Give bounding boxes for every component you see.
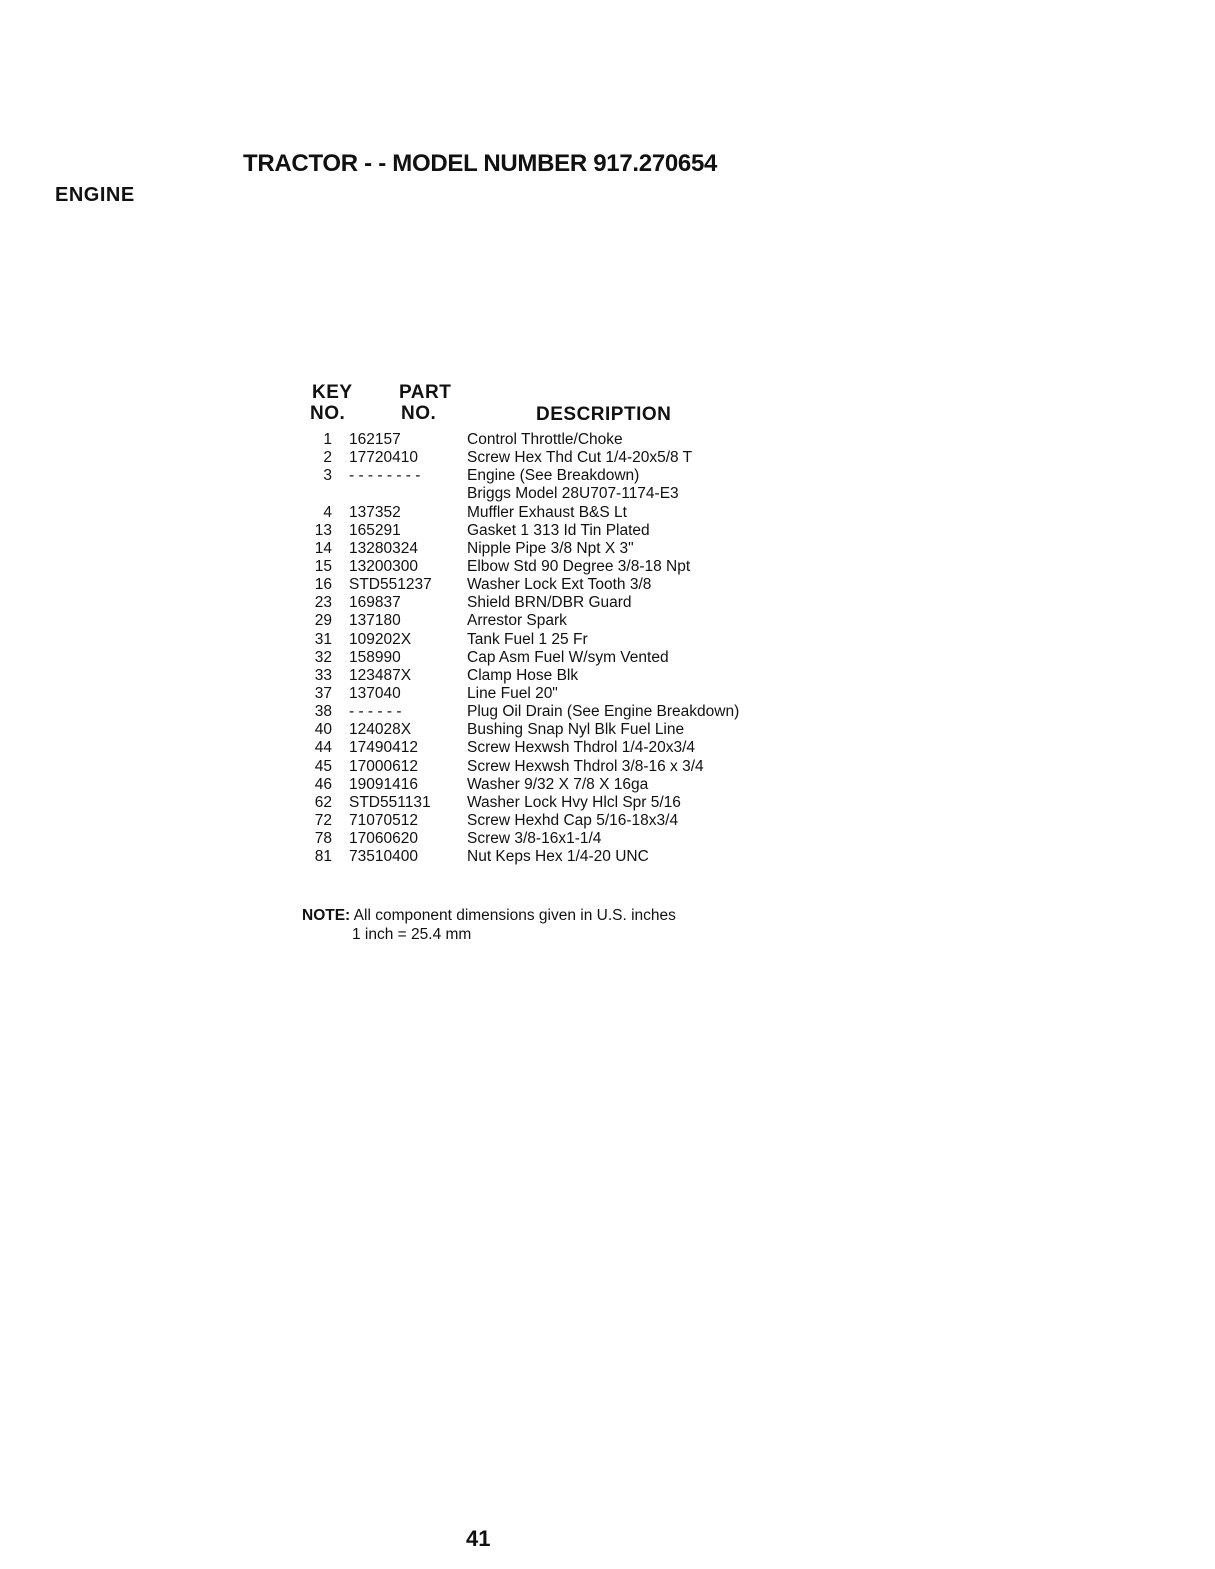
table-row bbox=[300, 667, 820, 685]
key-no-cell: 16 bbox=[314, 576, 332, 594]
part-no-cell: 17000612 bbox=[349, 757, 418, 775]
parts-table bbox=[300, 431, 820, 866]
table-row bbox=[300, 812, 820, 830]
part-no-cell: 137180 bbox=[349, 612, 401, 630]
description-cell: Washer 9/32 X 7/8 X 16ga bbox=[467, 775, 649, 793]
key-no-cell: 81 bbox=[314, 848, 332, 866]
description-cell: Screw 3/8-16x1-1/4 bbox=[467, 830, 602, 848]
header-key-line1: KEY bbox=[312, 382, 353, 403]
key-no-cell: 4 bbox=[323, 503, 332, 521]
table-row bbox=[300, 631, 820, 649]
key-no-cell: 45 bbox=[314, 757, 332, 775]
table-row bbox=[300, 685, 820, 703]
table-row bbox=[300, 485, 820, 503]
key-no-cell: 1 bbox=[323, 431, 332, 448]
part-no-cell: STD551237 bbox=[349, 576, 432, 594]
description-cell: Gasket 1 313 Id Tin Plated bbox=[467, 521, 650, 539]
table-row bbox=[300, 449, 820, 467]
description-cell: Nut Keps Hex 1/4-20 UNC bbox=[467, 848, 649, 866]
table-row bbox=[300, 794, 820, 812]
description-cell: Engine (See Breakdown) bbox=[467, 467, 640, 485]
table-row bbox=[300, 540, 820, 558]
part-no-cell: 71070512 bbox=[349, 811, 418, 829]
part-no-cell: 162157 bbox=[349, 431, 401, 448]
description-cell: Nipple Pipe 3/8 Npt X 3" bbox=[467, 539, 634, 557]
description-cell: Briggs Model 28U707-1174-E3 bbox=[467, 485, 679, 503]
key-no-cell: 78 bbox=[314, 830, 332, 848]
description-cell: Elbow Std 90 Degree 3/8-18 Npt bbox=[467, 557, 691, 575]
part-no-cell: STD551131 bbox=[349, 793, 431, 811]
description-cell: Arrestor Spark bbox=[467, 612, 567, 630]
part-no-cell: 73510400 bbox=[349, 848, 418, 866]
part-no-cell: 158990 bbox=[349, 648, 401, 666]
description-cell: Screw Hexwsh Thdrol 1/4-20x3/4 bbox=[467, 739, 696, 757]
part-no-cell: - - - - - - - - bbox=[349, 467, 421, 485]
key-no-cell: 31 bbox=[314, 630, 332, 648]
table-row bbox=[300, 848, 820, 866]
part-no-cell: 17060620 bbox=[349, 830, 418, 848]
key-no-cell: 40 bbox=[314, 721, 332, 739]
note-line2: 1 inch = 25.4 mm bbox=[352, 926, 472, 943]
header-key-line2: NO. bbox=[310, 403, 346, 424]
key-no-cell: 38 bbox=[314, 703, 332, 721]
table-row bbox=[300, 649, 820, 667]
description-cell: Washer Lock Ext Tooth 3/8 bbox=[467, 576, 652, 594]
description-cell: Cap Asm Fuel W/sym Vented bbox=[467, 648, 669, 666]
key-no-cell: 33 bbox=[314, 666, 332, 684]
description-cell: Plug Oil Drain (See Engine Breakdown) bbox=[467, 703, 740, 721]
table-row bbox=[300, 594, 820, 612]
description-cell: Shield BRN/DBR Guard bbox=[467, 594, 632, 612]
key-no-cell: 46 bbox=[314, 775, 332, 793]
description-cell: Screw Hexhd Cap 5/16-18x3/4 bbox=[467, 811, 679, 829]
key-no-cell: 3 bbox=[323, 467, 332, 485]
part-no-cell: - - - - - - bbox=[349, 703, 402, 721]
table-row bbox=[300, 776, 820, 794]
key-no-cell: 23 bbox=[314, 594, 332, 612]
part-no-cell: 137352 bbox=[349, 503, 401, 521]
note bbox=[302, 906, 676, 944]
part-no-cell: 17490412 bbox=[349, 739, 418, 757]
table-row bbox=[300, 522, 820, 540]
key-no-cell: 72 bbox=[314, 811, 332, 829]
part-no-cell: 19091416 bbox=[349, 775, 418, 793]
note-label: NOTE: bbox=[302, 907, 351, 924]
description-cell: Bushing Snap Nyl Blk Fuel Line bbox=[467, 721, 685, 739]
note-text: All component dimensions given in U.S. inches bbox=[353, 907, 676, 924]
header-description: DESCRIPTION bbox=[536, 404, 672, 425]
table-row bbox=[300, 739, 820, 757]
header-part-line1: PART bbox=[399, 382, 452, 403]
table-row bbox=[300, 721, 820, 739]
part-no-cell: 137040 bbox=[349, 684, 401, 702]
description-cell: Line Fuel 20" bbox=[467, 684, 558, 702]
description-cell: Tank Fuel 1 25 Fr bbox=[467, 630, 588, 648]
description-cell: Washer Lock Hvy Hlcl Spr 5/16 bbox=[467, 793, 681, 811]
header-part-line2: NO. bbox=[401, 403, 437, 424]
table-row bbox=[300, 504, 820, 522]
key-no-cell: 62 bbox=[314, 793, 332, 811]
part-no-cell: 109202X bbox=[349, 630, 412, 648]
key-no-cell: 15 bbox=[314, 557, 332, 575]
key-no-cell: 37 bbox=[314, 684, 332, 702]
part-no-cell: 165291 bbox=[349, 521, 401, 539]
table-row bbox=[300, 467, 820, 485]
key-no-cell: 32 bbox=[314, 648, 332, 666]
key-no-cell: 13 bbox=[314, 521, 332, 539]
key-no-cell: 14 bbox=[314, 539, 332, 557]
description-cell: Muffler Exhaust B&S Lt bbox=[467, 503, 627, 521]
table-row bbox=[300, 612, 820, 630]
part-no-cell: 13280324 bbox=[349, 539, 418, 557]
key-no-cell: 29 bbox=[314, 612, 332, 630]
description-cell: Screw Hex Thd Cut 1/4-20x5/8 T bbox=[467, 449, 693, 467]
page-number: 41 bbox=[466, 1526, 491, 1551]
note-line1 bbox=[302, 906, 676, 925]
table-row bbox=[300, 576, 820, 594]
description-cell: Screw Hexwsh Thdrol 3/8-16 x 3/4 bbox=[467, 757, 704, 775]
table-row bbox=[300, 830, 820, 848]
key-no-cell: 44 bbox=[314, 739, 332, 757]
table-row bbox=[300, 558, 820, 576]
table-row bbox=[300, 431, 820, 449]
page-title: TRACTOR - - MODEL NUMBER 917.270654 bbox=[243, 150, 718, 177]
part-no-cell: 13200300 bbox=[349, 557, 418, 575]
table-row bbox=[300, 758, 820, 776]
description-cell: Clamp Hose Blk bbox=[467, 666, 579, 684]
description-cell: Control Throttle/Choke bbox=[467, 431, 623, 448]
part-no-cell: 123487X bbox=[349, 666, 412, 684]
table-row bbox=[300, 703, 820, 721]
part-no-cell: 124028X bbox=[349, 721, 412, 739]
section-label: ENGINE bbox=[55, 184, 135, 206]
part-no-cell: 17720410 bbox=[349, 449, 418, 467]
part-no-cell: 169837 bbox=[349, 594, 401, 612]
key-no-cell: 2 bbox=[323, 449, 332, 467]
